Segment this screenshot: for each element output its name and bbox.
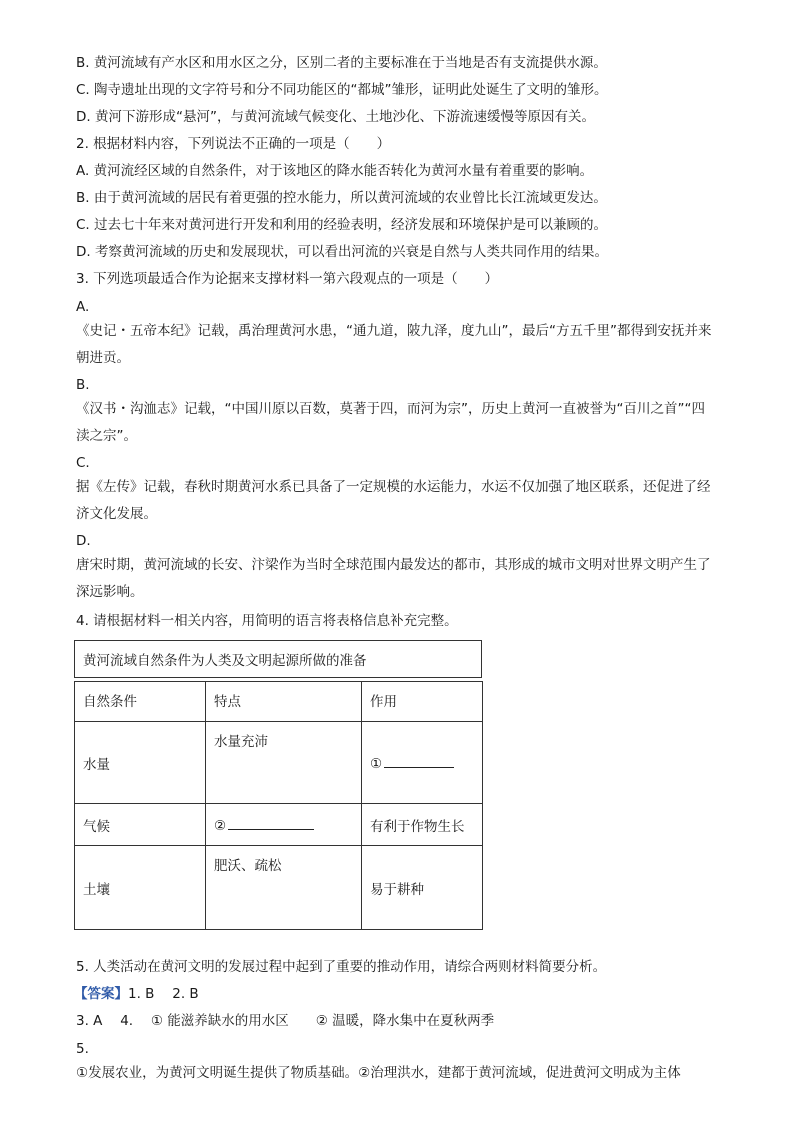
cell-condition: 土壤	[75, 846, 206, 930]
q3-option-b-label: B.	[76, 377, 90, 393]
table-row	[75, 804, 483, 846]
header-condition: 自然条件	[75, 682, 206, 722]
question-3: 3. 下列选项最适合作为论据来支撑材料一第六段观点的一项是（ ）	[76, 271, 499, 287]
q1-option-c: C. 陶寺遗址出现的文字符号和分不同功能区的“都城”雏形，证明此处诞生了文明的雏形。	[76, 82, 608, 98]
natural-conditions-table	[74, 681, 483, 930]
answer-line-2: 3. A 4. ① 能滋养缺水的用水区 ② 温暖，降水集中在夏秋两季	[76, 1013, 495, 1029]
cell-condition: 气候	[75, 804, 206, 846]
q3-option-c-label: C.	[76, 455, 90, 471]
cell-condition: 水量	[75, 722, 206, 804]
answer-line-1	[74, 985, 199, 1003]
q3-option-a-label: A.	[76, 299, 90, 315]
q1-option-b: B. 黄河流域有产水区和用水区之分，区别二者的主要标准在于当地是否有支流提供水源。	[76, 55, 607, 71]
cell-feature-blank	[206, 804, 362, 846]
question-5: 5. 人类活动在黄河文明的发展过程中起到了重要的推动作用，请综合两则材料简要分析。	[76, 959, 607, 975]
cell-feature: 水量充沛	[206, 722, 362, 804]
question-2: 2. 根据材料内容，下列说法不正确的一项是（ ）	[76, 136, 391, 152]
answer-5-label: 5.	[76, 1041, 89, 1057]
answer-1-2: 1. B 2. B	[128, 986, 199, 1002]
q2-option-d: D. 考察黄河流域的历史和发展现状，可以看出河流的兴衰是自然与人类共同作用的结果。	[76, 244, 608, 260]
table-caption: 黄河流域自然条件为人类及文明起源所做的准备	[75, 641, 482, 678]
cell-feature: 肥沃、疏松	[206, 846, 362, 930]
q2-option-a: A. 黄河流经区域的自然条件，对于该地区的降水能否转化为黄河水量有着重要的影响。	[76, 163, 594, 179]
q1-option-d: D. 黄河下游形成“悬河”，与黄河流域气候变化、土地沙化、下游流速缓慢等原因有关。	[76, 109, 595, 125]
header-feature: 特点	[206, 682, 362, 722]
cell-effect: 有利于作物生长	[362, 804, 483, 846]
blank-marker: ①	[370, 756, 383, 772]
q3-option-d-label: D.	[76, 533, 91, 549]
blank-marker: ②	[214, 818, 227, 834]
q2-option-b: B. 由于黄河流域的居民有着更强的控水能力，所以黄河流域的农业曾比长江流域更发达。	[76, 190, 607, 206]
q3-option-c-text: 据《左传》记载，春秋时期黄河水系已具备了一定规模的水运能力，水运不仅加强了地区联系，还促进了经济文化发展。	[76, 479, 711, 522]
cell-effect: 易于耕种	[362, 846, 483, 930]
q3-option-d-text: 唐宋时期，黄河流域的长安、汴梁作为当时全球范围内最发达的都市，其形成的城市文明对世界文明产生了深远影响。	[76, 557, 711, 600]
q3-option-b-text: 《汉书・沟洫志》记载，“中国川原以百数，莫著于四，而河为宗”，历史上黄河一直被誉为“百川之首”“四渎之宗”。	[76, 401, 705, 444]
table-caption-box	[74, 640, 482, 678]
q3-option-a-text: 《史记・五帝本纪》记载，禹治理黄河水患，“通九道，陂九泽，度九山”，最后“方五千里”都得到安抚并来朝进贡。	[76, 323, 712, 366]
fill-in-blank[interactable]	[228, 815, 314, 830]
fill-in-blank[interactable]	[384, 753, 454, 768]
q2-option-c: C. 过去七十年来对黄河进行开发和利用的经验表明，经济发展和环境保护是可以兼顾的。	[76, 217, 608, 233]
answer-tag: 【答案】	[74, 986, 128, 1002]
cell-effect-blank	[362, 722, 483, 804]
answer-5-text: ①发展农业，为黄河文明诞生提供了物质基础。②治理洪水，建都于黄河流域，促进黄河文明成为主体	[76, 1065, 681, 1081]
table-row	[75, 722, 483, 804]
table-row	[75, 846, 483, 930]
header-effect: 作用	[362, 682, 483, 722]
table-header-row	[75, 682, 483, 722]
question-4: 4. 请根据材料一相关内容，用简明的语言将表格信息补充完整。	[76, 613, 458, 629]
